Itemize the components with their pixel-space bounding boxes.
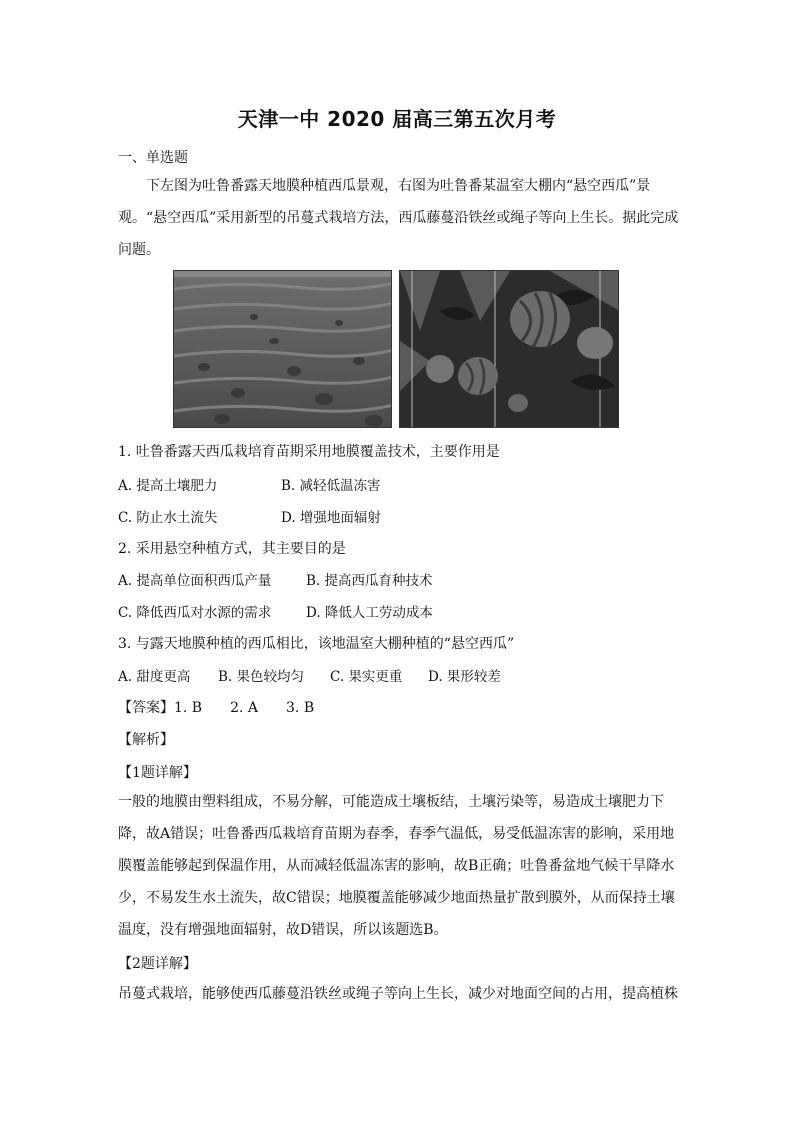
q1-option-d: D. 增强地面辐射 (281, 510, 381, 526)
hanging-watermelon-greenhouse-photo (399, 270, 619, 428)
photo-pair (173, 270, 619, 428)
open-field-watermelon-photo (173, 270, 392, 428)
page-title: 天津一中 2020 届高三第五次月考 (237, 107, 557, 131)
answer-line: 【答案】1. B 2. A 3. B (118, 700, 315, 716)
q3-option-c: C. 果实更重 (330, 669, 403, 685)
q2-option-b: B. 提高西瓜育种技术 (306, 573, 433, 589)
q2-option-d: D. 降低人工劳动成本 (306, 605, 433, 621)
question-1-stem: 1. 吐鲁番露天西瓜栽培育苗期采用地膜覆盖技术，主要作用是 (118, 444, 500, 460)
question-3-stem: 3. 与露天地膜种植的西瓜相比，该地温室大棚种植的“悬空西瓜” (118, 636, 515, 652)
question-2-stem: 2. 采用悬空种植方式，其主要目的是 (118, 541, 346, 557)
detail-1-text: 一般的地膜由塑料组成，不易分解，可能造成土壤板结，土壤污染等，易造成土壤肥力下降，故A错误；吐鲁番西瓜栽培育苗期为春季，春季气温低，易受低温冻害的影响，采用地膜覆盖能够起到保温作用，从而减轻低温冻害的影响，故B正确；吐鲁番盆地气候干旱降水少，不易发生水土流失，故C错误；地膜覆盖能够减少地面热量扩散到膜外，从而保持土壤温度，没有增强地面辐射，故D错误，所以该题选B。 (118, 794, 675, 938)
q2-option-a: A. 提高单位面积西瓜产量 (118, 573, 272, 589)
q1-option-b: B. 减轻低温冻害 (281, 478, 381, 494)
q1-option-c: C. 防止水土流失 (118, 510, 218, 526)
detail-1-label: 【1题详解】 (118, 765, 197, 781)
q3-option-a: A. 甜度更高 (118, 669, 191, 685)
analysis-label: 【解析】 (118, 732, 174, 748)
detail-2-text: 吊蔓式栽培，能够使西瓜藤蔓沿铁丝或绳子等向上生长，减少对地面空间的占用，提高植株 (118, 986, 678, 1002)
q3-option-d: D. 果形较差 (428, 669, 501, 685)
q2-option-c: C. 降低西瓜对水源的需求 (118, 605, 272, 621)
intro-paragraph: 下左图为吐鲁番露天地膜种植西瓜景观，右图为吐鲁番某温室大棚内“悬空西瓜”景观。“悬空西瓜”采用新型的吊蔓式栽培方法，西瓜藤蔓沿铁丝或绳子等向上生长。据此完成问题。 (118, 178, 679, 258)
q1-option-a: A. 提高土壤肥力 (118, 478, 218, 494)
section-heading: 一、单选题 (118, 150, 188, 166)
q3-option-b: B. 果色较均匀 (218, 669, 305, 685)
detail-2-label: 【2题详解】 (118, 956, 197, 972)
